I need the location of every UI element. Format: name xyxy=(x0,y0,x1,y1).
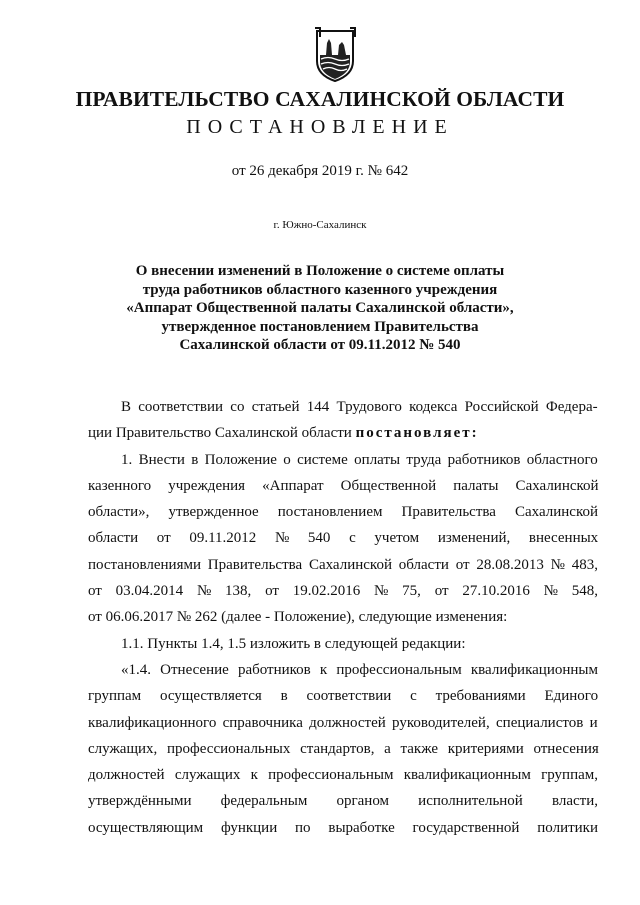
body-line: области», утвержденное постановлением Правительства Сахалинской xyxy=(88,504,598,521)
subject-line: О внесении изменений в Положение о системе оплаты xyxy=(135,263,505,279)
body-line: должностей служащих к профессиональным квалификационным группам, xyxy=(88,767,598,784)
subject-line: «Аппарат Общественной палаты Сахалинской области», xyxy=(126,300,514,316)
body-line: «1.4. Отнесение работников к профессиональным квалификационным xyxy=(121,661,598,678)
body-text-span: ции Правительство Сахалинской области xyxy=(88,425,356,442)
body-line: казенного учреждения «Аппарат Общественной палаты Сахалинской xyxy=(88,477,599,494)
body-line: 1. Внести в Положение о системе оплаты труда работников областного xyxy=(121,451,598,468)
body-line: В соответствии со статьей 144 Трудового кодекса Российской Федера- xyxy=(121,399,598,415)
document-city: г. Южно-Сахалинск xyxy=(273,219,367,231)
subject-line: труда работников областного казенного учреждения xyxy=(142,281,498,298)
body-line: 1.1. Пункты 1.4, 1.5 изложить в следующей редакции: xyxy=(121,635,466,652)
subject-line: утвержденное постановлением Правительства xyxy=(161,318,479,335)
document-type: ПОСТАНОВЛЕНИЕ xyxy=(186,116,454,138)
document-subject xyxy=(100,262,540,355)
body-line: осуществляющим функции по выработке государственной политики xyxy=(88,819,598,836)
body-line: от 03.04.2014 № 138, от 19.02.2016 № 75, от 27.10.2016 № 548, xyxy=(88,583,598,600)
subject-line: Сахалинской области от 09.11.2012 № 540 xyxy=(179,337,461,353)
document-date-number: от 26 декабря 2019 г. № 642 xyxy=(231,163,409,179)
body-line: служащих, профессиональных стандартов, а также критериями отнесения xyxy=(88,740,599,757)
body-line: от 06.06.2017 № 262 (далее - Положение), следующие изменения: xyxy=(88,609,508,626)
document-body xyxy=(88,394,598,841)
government-title: ПРАВИТЕЛЬСТВО САХАЛИНСКОЙ ОБЛАСТИ xyxy=(75,87,565,111)
body-line: области от 09.11.2012 № 540 с учетом изменений, внесенных xyxy=(88,530,599,547)
sakhalin-coat-of-arms-icon xyxy=(312,25,358,83)
resolves-keyword: постановляет: xyxy=(355,425,479,442)
body-line xyxy=(88,420,598,446)
body-line: квалификационного справочника должностей руководителей, специалистов и xyxy=(88,714,598,731)
body-line: постановлениями Правительства Сахалинской области от 28.08.2013 № 483, xyxy=(88,556,598,573)
body-line: группам осуществляется в соответствии с требованиями Единого xyxy=(88,688,599,705)
body-line: утверждёнными федеральным органом исполнительной власти, xyxy=(88,793,598,810)
